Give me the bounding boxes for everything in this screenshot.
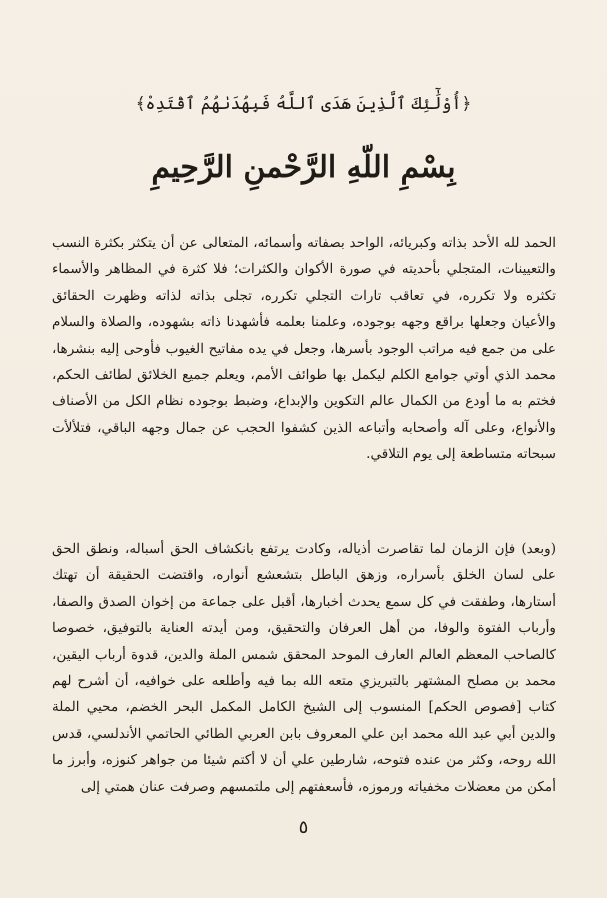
main-text: [52, 230, 556, 800]
basmala-heading: بِسْمِ اللّهِ الرَّحْمنِ الرَّحِيمِ: [151, 150, 456, 185]
paragraph-preface: (وبعد) فإن الزمان لما تقاصرت أذياله، وكادت يرتفع بانكشاف الحق أسباله، ونطق الحق على لسان الخلق بأسراره، وزهق الباطل بتشعشع أنواره، واقتضت الحقيقة أن تهتك أستارها، وطفقت في كل سمع يحدث أخبارها، أقبل على جماعة من إخوان الصدق والصفا، وأرباب الفتوة والوفا، من أهل العرفان والتحقيق، ومن أيدته العناية بالتوفيق، خصوصا كالصاحب المعظم العالم العارف الموحد المحقق شمس الملة والدين، قدوة أرباب اليقين، محمد بن مصلح المشتهر بالتبريزي متعه الله بما فيه وأطلعه على خوافيه، أن أشرح لهم كتاب [فصوص الحكم] المنسوب إلى الشيخ الكامل المكمل البحر الخضم، محيي الملة والدين أبي عبد الله محمد ابن علي المعروف بابن العربي الطائي الحاتمي الأندلسي، قدس الله روحه، وكثر من عنده فتوحه، شارطين علي أن لا أكتم شيئا من جواهر كنوزه، وأبرز ما أمكن من معضلات مخفياته ورموزه، فأسعفتهم إلى ملتمسهم وصرفت عنان همتي إلى: [52, 541, 556, 795]
quran-verse-header: ﴿أُوْلَٰٓئِكَ ٱلَّذِينَ هَدَى ٱللَّهُ فَبِهُدَىٰهُمُ ٱقْتَدِهْ﴾: [135, 94, 472, 114]
paragraph-opening-praise: الحمد لله الأحد بذاته وكبريائه، الواحد بصفاته وأسمائه، المتعالى عن أن يتكثر بكثرة النسب والتعيينات، المتجلي بأحديته في صورة الأكوان والكثرات؛ فلا كثرة في المظاهر والأسماء تكثره ولا تكرره، في تعاقب تارات التجلي تكرره، تجلى بذاته لذاته وظهرت الحقائق والأعيان وجعلها براقع وجهه بوجوده، وعلمنا بعلمه فأشهدنا ذاته بشهوده، والصلاة والسلام على من جمع فيه مراتب الوجود بأسرها، وجعل في يده مفاتيح الغيوب فأوحى إليه بنشرها، محمد الذي أوتي جوامع الكلم ليكمل بها طوائف الأمم، ويعلم جميع الخلائق لطائف الحكم، فختم به ما أودع من الكمال عالم التكوين والإبداع، وضبط بوجوده نظام الكل من الأصناف والأنواع، وعلى آله وأصحابه وأتباعه الذين كشفوا الحجب عن جمال وجهه الباقي، فتلألأت سبحاته متساطعة إلى يوم التلاقي.: [52, 235, 556, 463]
page-number: ٥: [298, 817, 309, 838]
